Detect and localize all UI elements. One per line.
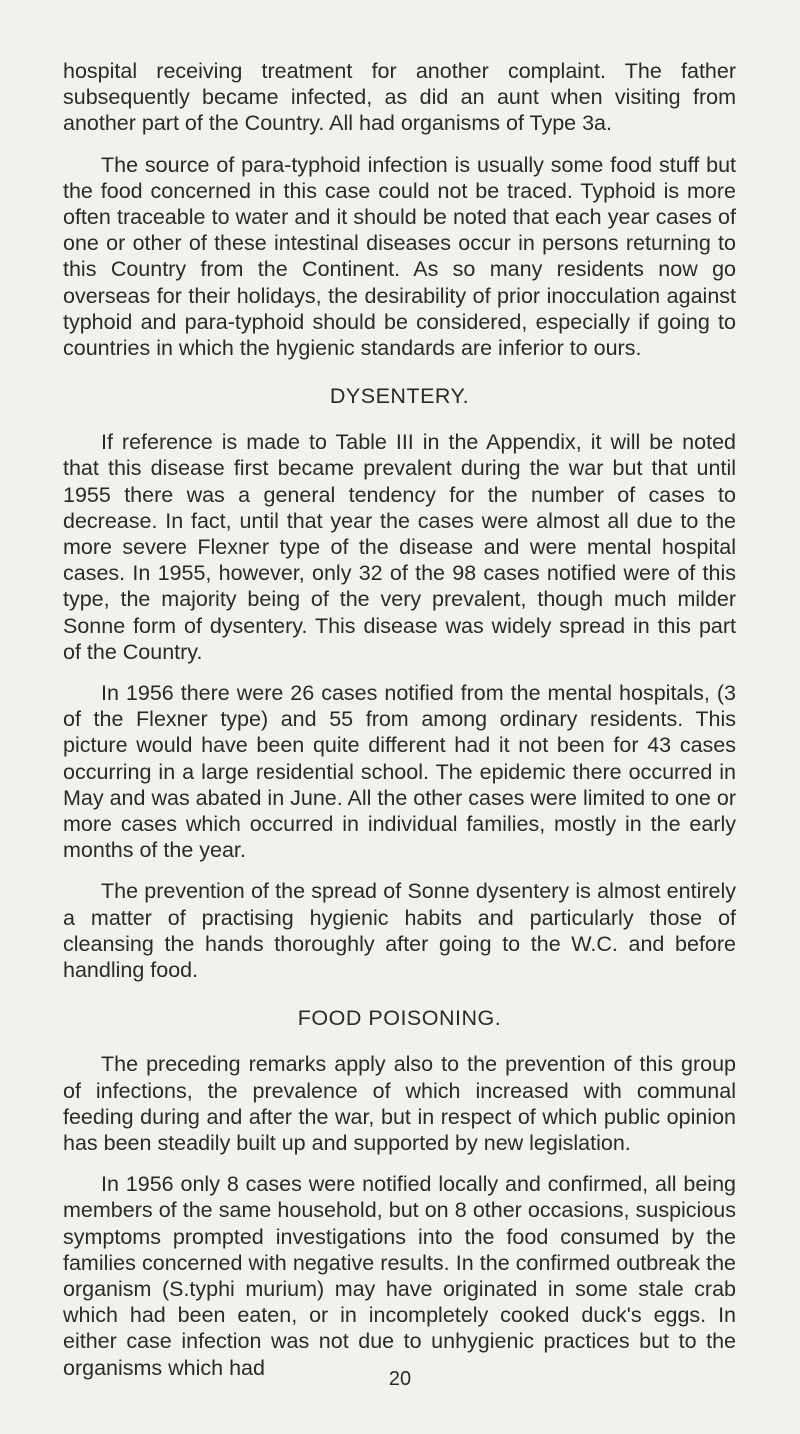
paragraph-dysentery-1: If reference is made to Table III in the Appendix, it will be noted that this disease first became prevalent during the war but that until 1955 there was a general tendency for the number of cases to decrease. In fact, until that year the cases were almost all due to the more severe Flexner type of the disease and were mental hospital cases. In 1955, however, only 32 of the 98 cases notified were of this type, the majority being of the very prevalent, though much milder Sonne form of dysentery. This disease was widely spread in this part of the Country.: [63, 430, 736, 664]
paragraph-continued: hospital receiving treatment for another complaint. The father subsequently became infected, as did an aunt when visiting from another part of the Country. All had organisms of Type 3a.: [63, 59, 736, 136]
paragraph-para-typhoid-source: The source of para-typhoid infection is usually some food stuff but the food concerned in this case could not be traced. Typhoid is more often traceable to water and it should be noted that each year cases of one or other of these intestinal diseases occur in persons returning to this Country from the Continent. As so many residents now go overseas for their holidays, the desirability of prior inocculation against typhoid and para-typhoid should be considered, especially if going to countries in which the hygienic standards are inferior to ours.: [63, 152, 736, 361]
section-heading-food-poisoning: FOOD POISONING.: [297, 1006, 502, 1031]
paragraph-dysentery-3: The prevention of the spread of Sonne dysentery is almost entirely a matter of practising hygienic habits and particularly those of cleansing the hands thoroughly after going to the W.C. and before handling food.: [63, 879, 736, 983]
section-heading-dysentery: DYSENTERY.: [329, 384, 470, 409]
document-page: [63, 58, 736, 1396]
paragraph-dysentery-2: In 1956 there were 26 cases notified from the mental hospitals, (3 of the Flexner type) and 55 from among ordinary residents. This picture would have been quite different had it not been for 43 cases occurring in a large residential school. The epidemic there occurred in May and was abated in June. All the other cases were limited to one or more cases which occurred in individual families, mostly in the early months of the year.: [63, 681, 736, 863]
paragraph-food-poisoning-2: In 1956 only 8 cases were notified locally and confirmed, all being members of the same household, but on 8 other occasions, suspicious symptoms prompted investigations into the food consumed by the families concerned with negative results. In the confirmed outbreak the organism (S.typhi murium) may have originated in some stale crab which had been eaten, or in incompletely cooked duck's eggs. In either case infection was not due to unhygienic practices but to the organisms which had: [63, 1172, 736, 1380]
paragraph-food-poisoning-1: The preceding remarks apply also to the prevention of this group of infections, the prevalence of which increased with communal feeding during and after the war, but in respect of which public opinion has been steadily built up and supported by new legislation.: [63, 1052, 736, 1155]
page-number: 20: [388, 1368, 412, 1390]
